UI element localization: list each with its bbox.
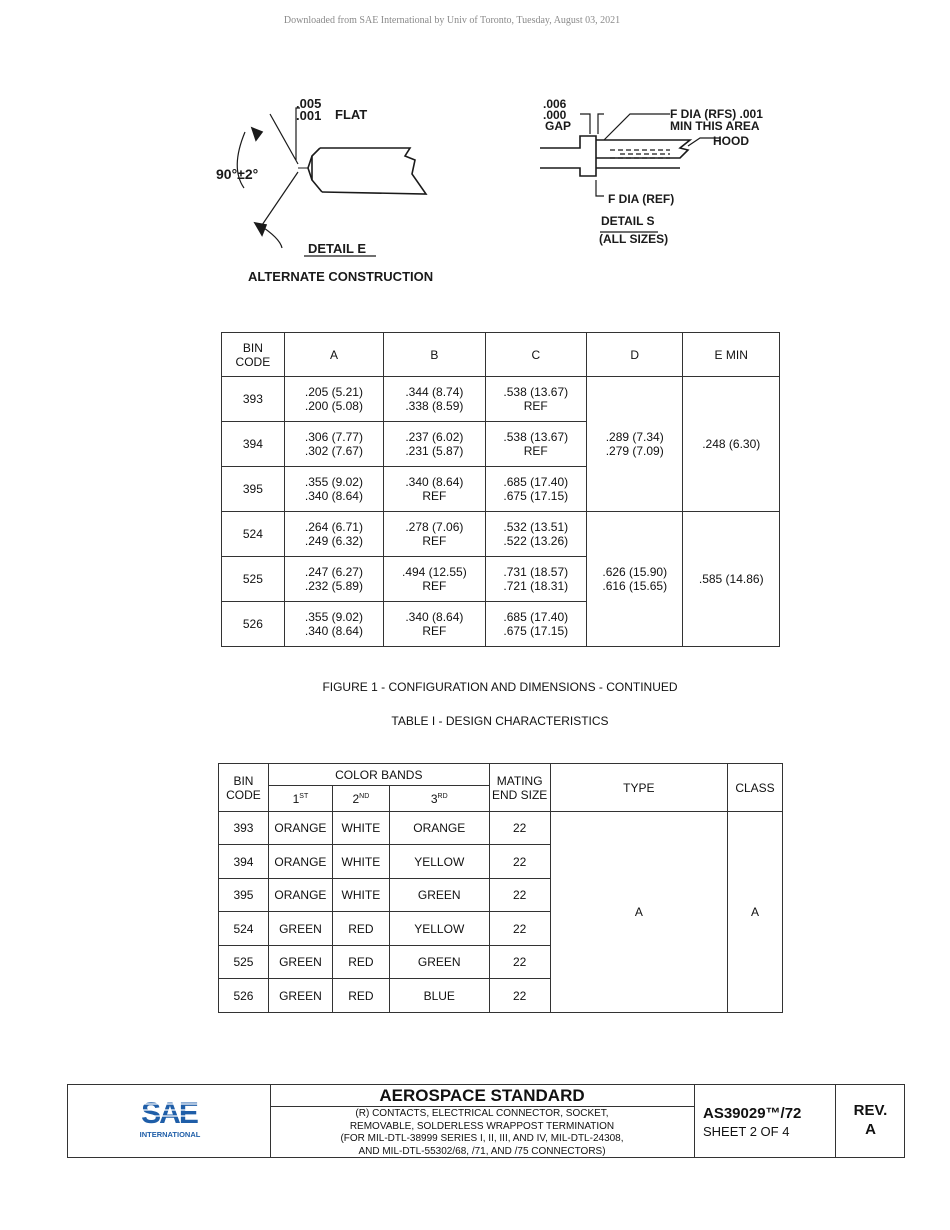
dim-d-group-2: .626 (15.90) .616 (15.65) (586, 512, 682, 647)
dim-a-cell: .306 (7.77) .302 (7.67) (284, 422, 383, 467)
detail-e-angle: 90°±2° (216, 166, 259, 182)
header-bin-code: BIN CODE (219, 764, 269, 812)
bin-code-cell: 525 (222, 557, 285, 602)
band-1-cell: ORANGE (268, 812, 332, 845)
band-3-cell: BLUE (389, 979, 489, 1013)
table-row (222, 512, 780, 557)
band-3-cell: GREEN (389, 946, 489, 979)
detail-e-drawing (237, 108, 426, 256)
detail-s-title: DETAIL S (601, 214, 655, 228)
download-watermark: Downloaded from SAE International by Univ of Toronto, Tuesday, August 03, 2021 (283, 15, 621, 26)
detail-e-title: DETAIL E (308, 241, 367, 256)
document-number-block (695, 1085, 836, 1157)
dim-b-cell: .340 (8.64) REF (384, 467, 485, 512)
description-line: AND MIL-DTL-55302/68, /71, AND /75 CONNECTORS) (358, 1145, 606, 1157)
band-1-cell: GREEN (268, 912, 332, 946)
detail-s-gap-2: .000 (543, 108, 567, 122)
header-color-bands: COLOR BANDS (268, 764, 489, 786)
band-2-cell: WHITE (332, 879, 389, 912)
band-2-cell: RED (332, 946, 389, 979)
dim-b-cell: .237 (6.02) .231 (5.87) (384, 422, 485, 467)
header-band-1: 1ST (268, 786, 332, 812)
band-2-cell: WHITE (332, 812, 389, 845)
sae-logo-icon (68, 1085, 270, 1157)
dimensions-table (221, 332, 780, 647)
bin-code-cell: 526 (219, 979, 269, 1013)
revision-value: A (865, 1121, 876, 1138)
dim-c-cell: .685 (17.40) .675 (17.15) (485, 602, 586, 647)
document-description (270, 1107, 694, 1158)
mating-size-cell: 22 (489, 979, 550, 1013)
band-3-cell: ORANGE (389, 812, 489, 845)
band-2-cell: RED (332, 979, 389, 1013)
type-cell: A (550, 812, 727, 1013)
dim-c-cell: .731 (18.57) .721 (18.31) (485, 557, 586, 602)
dimensions-header-row (222, 333, 780, 377)
document-type-title: AEROSPACE STANDARD (270, 1085, 694, 1107)
dim-a-cell: .355 (9.02) .340 (8.64) (284, 602, 383, 647)
sae-logo-subtext: INTERNATIONAL (139, 1130, 201, 1139)
header-e-min: E MIN (683, 333, 780, 377)
dim-a-cell: .264 (6.71) .249 (6.32) (284, 512, 383, 557)
band-2-cell: RED (332, 912, 389, 946)
bin-code-cell: 525 (219, 946, 269, 979)
mating-size-cell: 22 (489, 946, 550, 979)
detail-drawings (200, 88, 800, 298)
detail-s-fdia-rfs-1: F DIA (RFS) .001 (670, 107, 763, 121)
description-line: (R) CONTACTS, ELECTRICAL CONNECTOR, SOCKET, (355, 1108, 609, 1119)
detail-drawings-svg (200, 88, 800, 298)
detail-e-flat-lower: .001 (296, 108, 322, 123)
bin-code-cell: 394 (219, 845, 269, 879)
dim-a-cell: .355 (9.02) .340 (8.64) (284, 467, 383, 512)
dim-e-group-2: .585 (14.86) (683, 512, 780, 647)
bin-code-cell: 524 (222, 512, 285, 557)
table-row (219, 812, 783, 845)
header-band-3: 3RD (389, 786, 489, 812)
detail-s-subtitle: (ALL SIZES) (599, 232, 669, 246)
dim-a-cell: .247 (6.27) .232 (5.89) (284, 557, 383, 602)
band-3-cell: YELLOW (389, 912, 489, 946)
dim-a-cell: .205 (5.21) .200 (5.08) (284, 377, 383, 422)
detail-s-hood: HOOD (713, 134, 749, 148)
bin-code-cell: 393 (219, 812, 269, 845)
header-d: D (586, 333, 682, 377)
detail-s-gap-1: .006 (543, 97, 567, 111)
mating-size-cell: 22 (489, 812, 550, 845)
table-caption: TABLE I - DESIGN CHARACTERISTICS (391, 714, 609, 728)
header-type: TYPE (550, 764, 727, 812)
dim-b-cell: .344 (8.74) .338 (8.59) (384, 377, 485, 422)
detail-s-fdia-ref: F DIA (REF) (608, 192, 675, 206)
band-1-cell: GREEN (268, 946, 332, 979)
class-cell: A (728, 812, 783, 1013)
description-line: REMOVABLE, SOLDERLESS WRAPPOST TERMINATION (349, 1120, 615, 1132)
bin-code-cell: 526 (222, 602, 285, 647)
mating-size-cell: 22 (489, 912, 550, 946)
header-mating-end-size: MATING END SIZE (489, 764, 550, 812)
table-row (222, 377, 780, 422)
dim-c-cell: .532 (13.51) .522 (13.26) (485, 512, 586, 557)
revision-label: REV. (853, 1102, 888, 1119)
design-header-row-1 (219, 764, 783, 786)
mating-size-cell: 22 (489, 879, 550, 912)
header-b: B (384, 333, 485, 377)
bin-code-cell: 395 (219, 879, 269, 912)
band-3-cell: GREEN (389, 879, 489, 912)
dim-b-cell: .340 (8.64) REF (384, 602, 485, 647)
header-class: CLASS (728, 764, 783, 812)
sae-logo-text: SAE (141, 1097, 197, 1130)
dim-c-cell: .538 (13.67) REF (485, 422, 586, 467)
mating-size-cell: 22 (489, 845, 550, 879)
dim-e-group-1: .248 (6.30) (683, 377, 780, 512)
header-bin-code: BIN CODE (222, 333, 285, 377)
bin-code-cell: 393 (222, 377, 285, 422)
sheet-number: SHEET 2 OF 4 (703, 1124, 790, 1139)
band-1-cell: ORANGE (268, 879, 332, 912)
revision-block (836, 1085, 905, 1157)
title-block (67, 1084, 905, 1158)
detail-e-flat-label: FLAT (335, 107, 368, 122)
bin-code-cell: 524 (219, 912, 269, 946)
header-band-2: 2ND (332, 786, 389, 812)
band-1-cell: GREEN (268, 979, 332, 1013)
dim-b-cell: .278 (7.06) REF (384, 512, 485, 557)
band-3-cell: YELLOW (389, 845, 489, 879)
band-2-cell: WHITE (332, 845, 389, 879)
detail-e-subtitle: ALTERNATE CONSTRUCTION (248, 269, 434, 284)
title-block-description (270, 1085, 695, 1157)
detail-s-gap-3: GAP (545, 119, 572, 133)
bin-code-cell: 395 (222, 467, 285, 512)
sae-logo (68, 1085, 271, 1157)
dim-c-cell: .538 (13.67) REF (485, 377, 586, 422)
detail-s-fdia-rfs-2: MIN THIS AREA (670, 119, 760, 133)
figure-caption: FIGURE 1 - CONFIGURATION AND DIMENSIONS - CONTINUED (322, 680, 678, 694)
dim-d-group-1: .289 (7.34) .279 (7.09) (586, 377, 682, 512)
bin-code-cell: 394 (222, 422, 285, 467)
detail-e-flat-upper: .005 (296, 96, 322, 111)
header-a: A (284, 333, 383, 377)
dim-c-cell: .685 (17.40) .675 (17.15) (485, 467, 586, 512)
band-1-cell: ORANGE (268, 845, 332, 879)
header-c: C (485, 333, 586, 377)
dim-b-cell: .494 (12.55) REF (384, 557, 485, 602)
design-characteristics-table (218, 763, 783, 1013)
description-line: (FOR MIL-DTL-38999 SERIES I, II, III, AND IV, MIL-DTL-24308, (340, 1133, 624, 1144)
document-number: AS39029™/72 (703, 1105, 802, 1122)
